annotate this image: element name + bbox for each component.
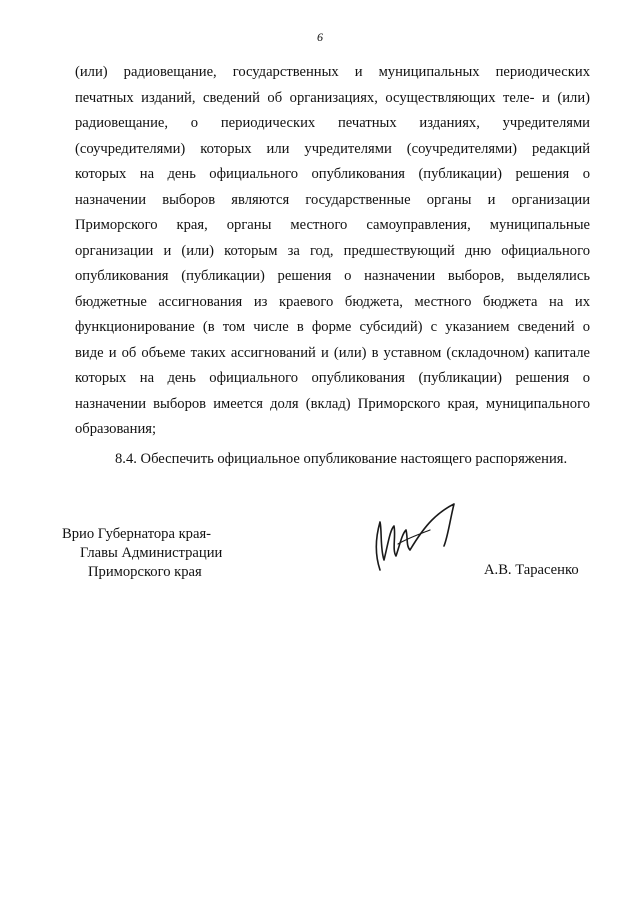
page-number: 6 xyxy=(317,30,323,44)
signatory-line: Приморского края xyxy=(88,564,202,580)
signatory-title xyxy=(62,525,222,582)
body-line: опубликования (публикации) решения о назначении выборов, выделялись xyxy=(75,268,590,284)
body-line: бюджетные ассигнования из краевого бюджета, местного бюджета на их xyxy=(75,293,590,310)
body-line: назначении выборов являются государственные органы и организации xyxy=(75,191,590,208)
body-line: Приморского края, органы местного самоуправления, муниципальные xyxy=(75,217,590,233)
body-line: которых на день официального опубликования (публикации) решения о xyxy=(75,166,590,182)
body-line: (или) радиовещание, государственных и муниципальных периодических xyxy=(75,64,590,80)
instruction-paragraph: 8.4. Обеспечить официальное опубликование настоящего распоряжения. xyxy=(115,451,568,467)
body-paragraph xyxy=(75,60,590,443)
signature-image xyxy=(368,500,468,580)
signatory-line: Главы Администрации xyxy=(80,545,223,561)
body-line: образования; xyxy=(75,421,157,437)
body-line: виде и об объеме таких ассигнований и (или) в уставном (складочном) капитале xyxy=(75,344,590,361)
signer-name: А.В. Тарасенко xyxy=(484,562,579,578)
body-line: организации и (или) которым за год, предшествующий дню официального xyxy=(75,242,590,259)
body-line: печатных изданий, сведений об организациях, осуществляющих теле- и (или) xyxy=(75,89,590,106)
body-line: назначении выборов имеется доля (вклад) Приморского края, муниципального xyxy=(75,395,590,412)
signatory-line: Врио Губернатора края- xyxy=(62,526,212,542)
body-line: которых на день официального опубликования (публикации) решения о xyxy=(75,370,590,386)
body-line: (соучредителями) которых или учредителями (соучредителями) редакций xyxy=(75,140,590,157)
body-line: функционирование (в том числе в форме субсидий) с указанием сведений о xyxy=(75,319,590,335)
body-line: радиовещание, о периодических печатных изданиях, учредителями xyxy=(75,115,590,131)
